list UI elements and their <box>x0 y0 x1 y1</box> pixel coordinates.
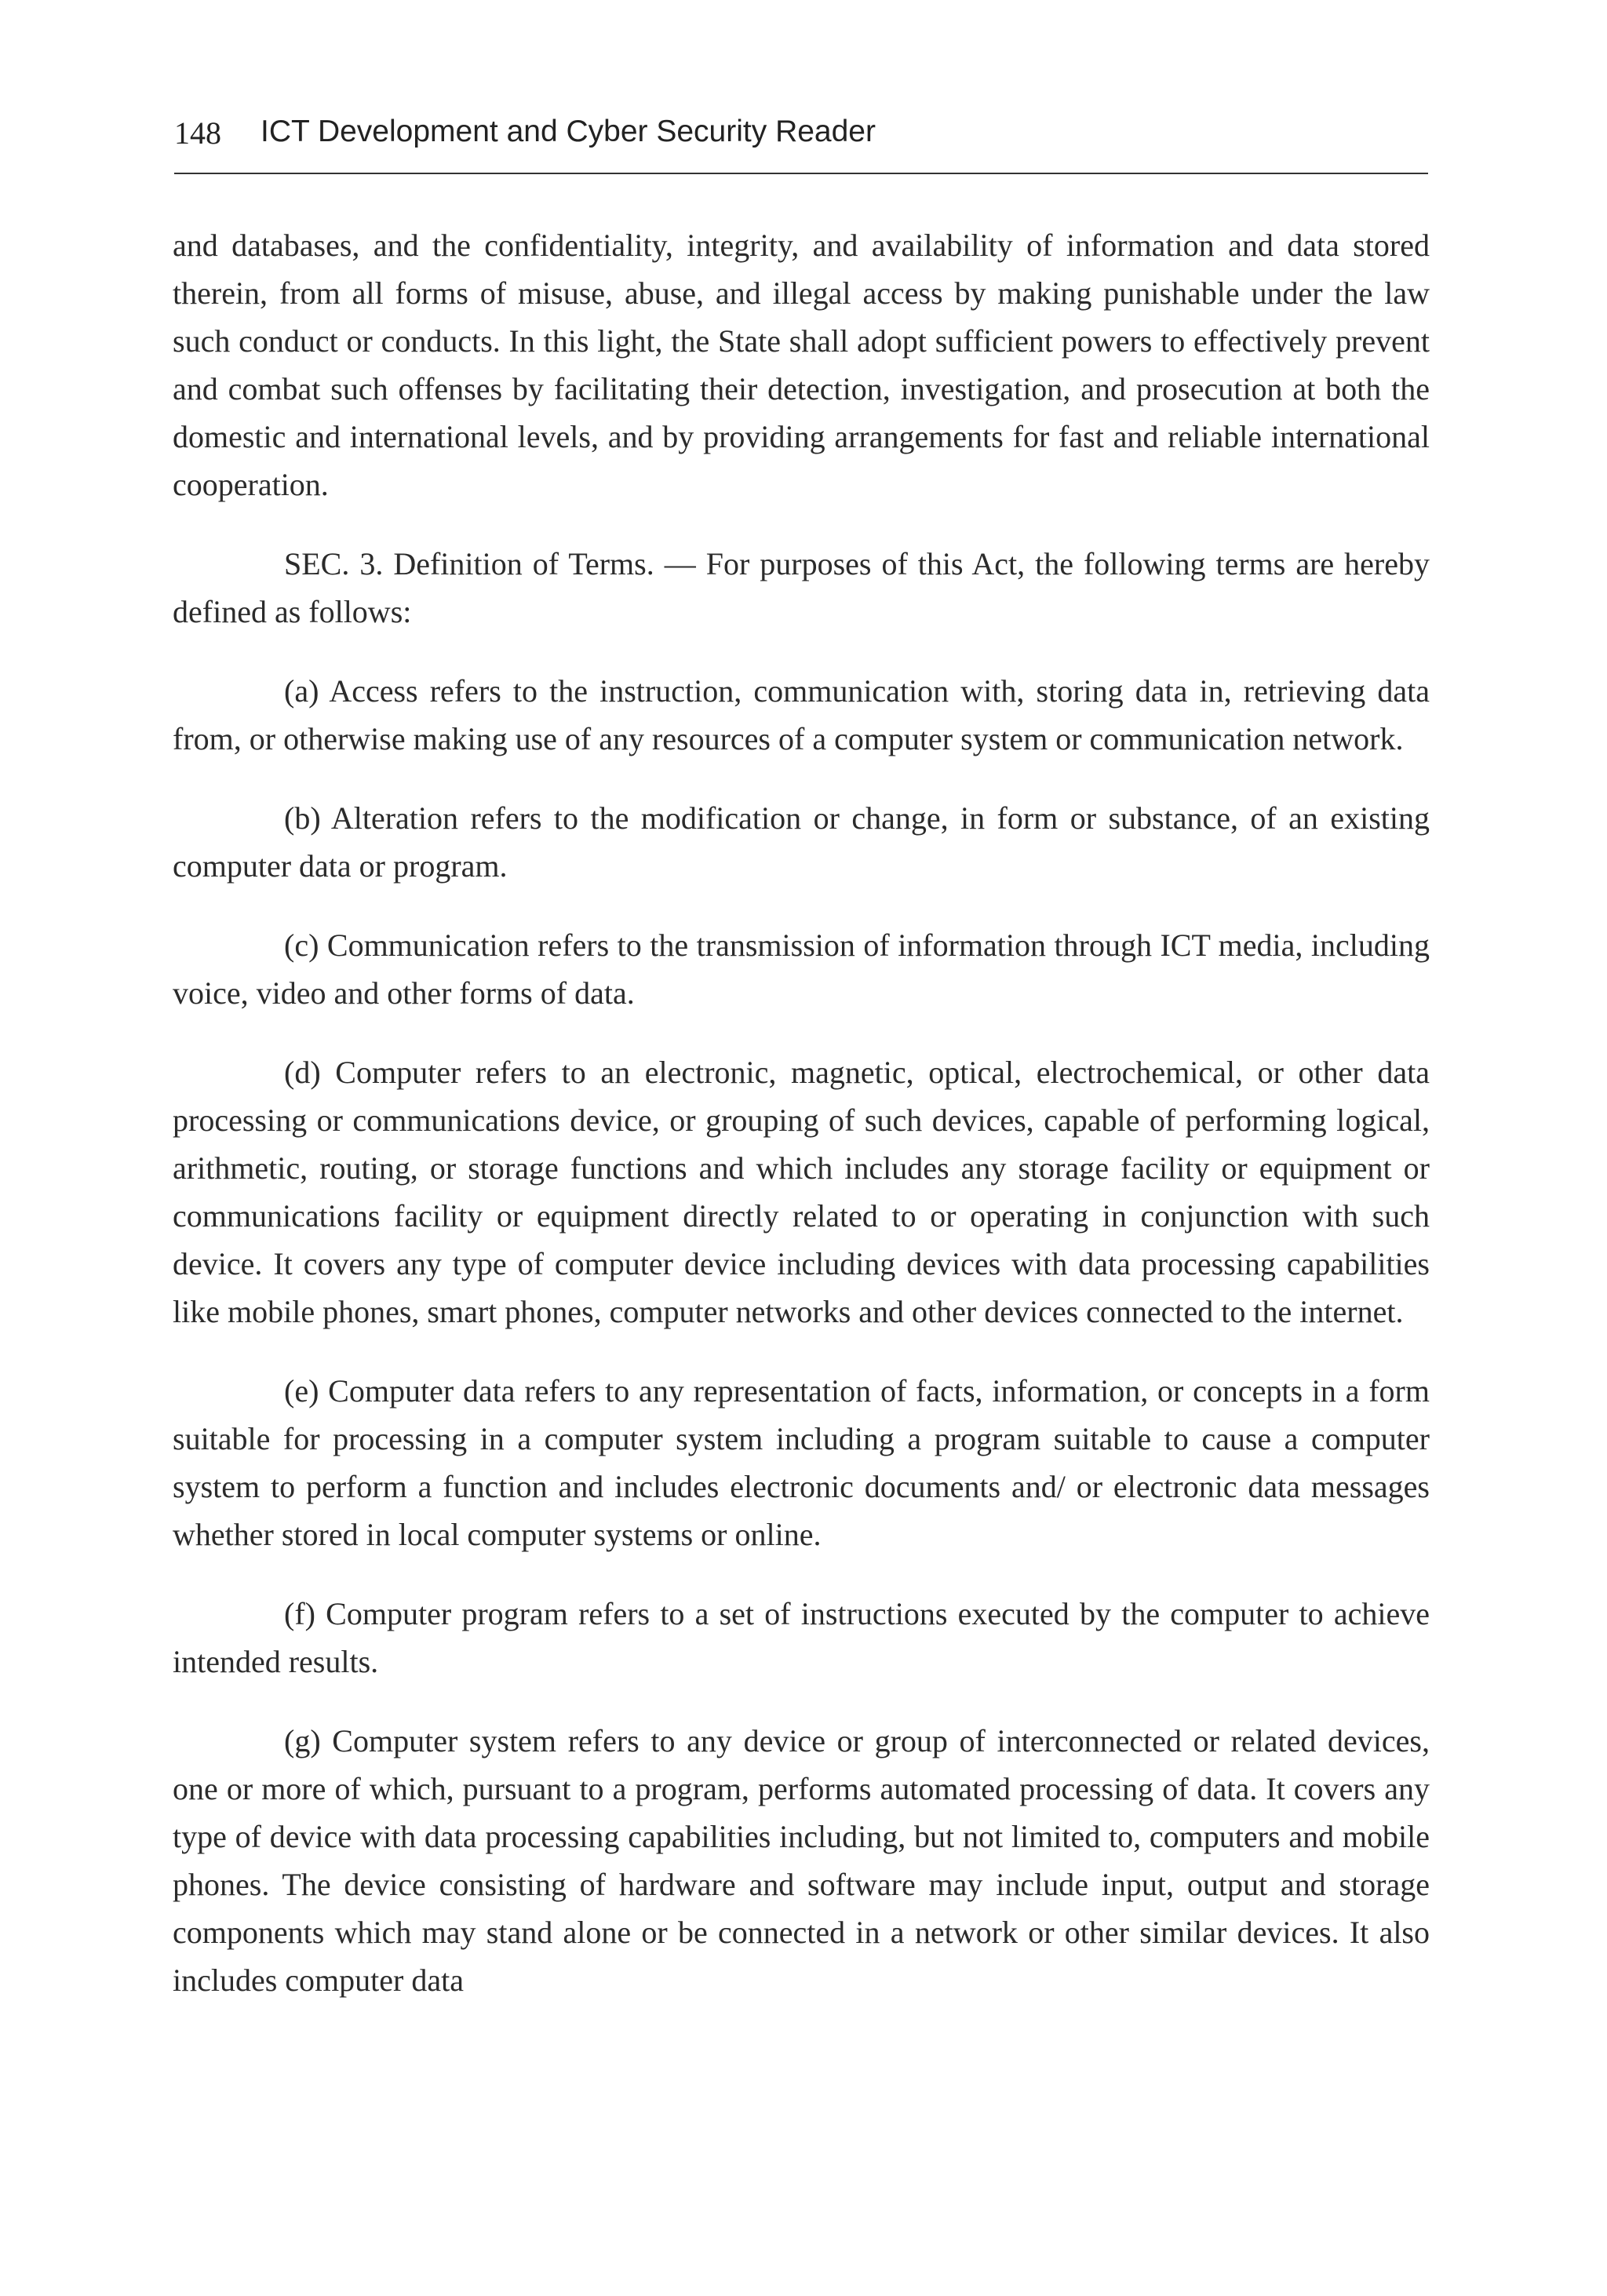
paragraph-definition-f: (f) Computer program refers to a set of instructions executed by the computer to achieve intended results. <box>173 1596 1430 1679</box>
page-number: 148 <box>174 115 221 151</box>
paragraph-continuation: and databases, and the confidentiality, integrity, and availability of information and data stored therein, from all forms of misuse, abuse, and illegal access by making punishable under the law such conduct or conducts. In this light, the State shall adopt sufficient powers to effectively prevent and combat such offenses by facilitating their detection, investigation, and prosecution at both the domestic and international levels, and by providing arrangements for fast and reliable international cooperation. <box>173 228 1430 502</box>
paragraph-definition-a: (a) Access refers to the instruction, communication with, storing data in, retrieving data from, or otherwise making use of any resources of a computer system or communication network. <box>173 673 1430 756</box>
header-divider <box>174 173 1428 174</box>
paragraph-definition-b: (b) Alteration refers to the modification or change, in form or substance, of an existing computer data or program. <box>173 800 1430 884</box>
book-title: ICT Development and Cyber Security Reader <box>261 115 876 148</box>
paragraph-definition-g: (g) Computer system refers to any device or group of interconnected or related devices, one or more of which, pursuant to a program, performs automated processing of data. It covers any type of device with data processing capabilities including, but not limited to, computers and mobile phones. The device consisting of hardware and software may include input, output and storage components which may stand alone or be connected in a network or other similar devices. It also includes computer data <box>173 1723 1430 1998</box>
paragraph-definition-d: (d) Computer refers to an electronic, magnetic, optical, electrochemical, or other data processing or communications device, or grouping of such devices, capable of performing logical, arithmetic, routing, or storage functions and which includes any storage facility or equipment or communications facility or equipment directly related to or operating in conjunction with such device. It covers any type of computer device including devices with data processing capabilities like mobile phones, smart phones, computer networks and other devices connected to the internet. <box>173 1055 1430 1329</box>
running-header <box>174 111 1428 159</box>
paragraph-sec3-heading: SEC. 3. Definition of Terms. — For purposes of this Act, the following terms are hereby defined as follows: <box>173 546 1430 629</box>
paragraph-definition-e: (e) Computer data refers to any representation of facts, information, or concepts in a form suitable for processing in a computer system including a program suitable to cause a computer system to perform a function and includes electronic documents and/ or electronic data messages whether stored in local computer systems or online. <box>173 1373 1430 1552</box>
page-body <box>173 221 1430 2035</box>
paragraph-definition-c: (c) Communication refers to the transmission of information through ICT media, including voice, video and other forms of data. <box>173 928 1430 1011</box>
